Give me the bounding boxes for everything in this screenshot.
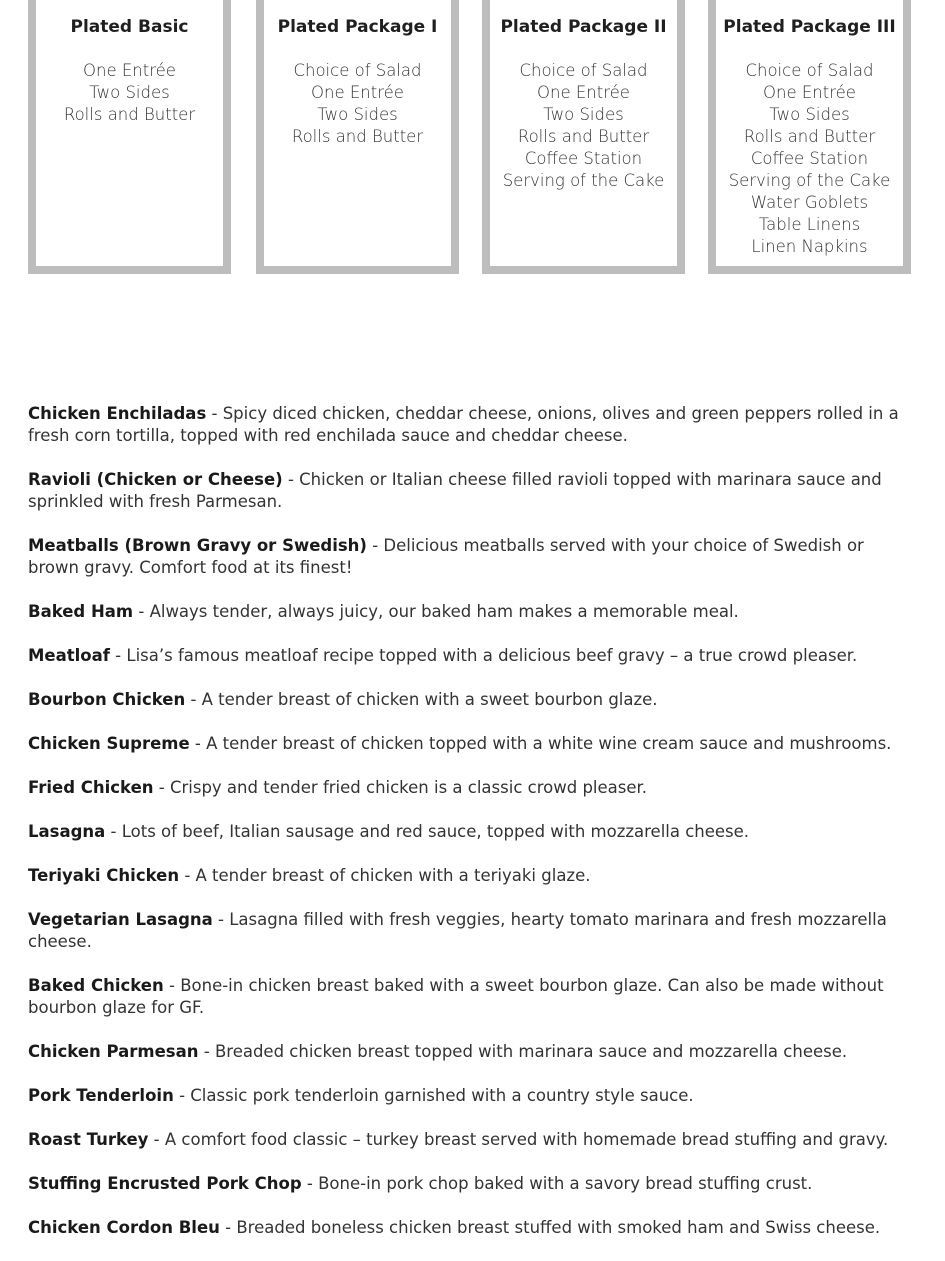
package-item: One Entrée bbox=[537, 83, 630, 102]
package-item-list bbox=[264, 60, 451, 148]
entree-list bbox=[28, 403, 912, 1261]
package-item: Rolls and Butter bbox=[291, 127, 424, 146]
package-item: Two Sides bbox=[89, 83, 170, 102]
entree-description: - Breaded boneless chicken breast stuffed with smoked ham and Swiss cheese. bbox=[219, 1218, 881, 1237]
package-item: Serving of the Cake bbox=[728, 171, 891, 190]
entree-description: - Bone-in chicken breast baked with a sweet bourbon glaze. Can also be made without bourbon glaze for GF. bbox=[28, 976, 884, 1017]
entree-item bbox=[28, 1173, 912, 1195]
package-item-list bbox=[36, 60, 223, 126]
entree-description: - Spicy diced chicken, cheddar cheese, onions, olives and green peppers rolled in a fresh corn tortilla, topped with red enchilada sauce and cheddar cheese. bbox=[28, 404, 899, 445]
package-item: Coffee Station bbox=[524, 149, 643, 168]
entree-item bbox=[28, 535, 912, 579]
package-item: Two Sides bbox=[317, 105, 398, 124]
package-item: Linen Napkins bbox=[751, 237, 868, 256]
entree-name: Chicken Enchiladas bbox=[28, 404, 207, 423]
entree-description: - Chicken or Italian cheese filled ravioli topped with marinara sauce and sprinkled with fresh Parmesan. bbox=[28, 470, 882, 511]
package-cards bbox=[28, 0, 911, 282]
entree-description: - A tender breast of chicken with a teriyaki glaze. bbox=[179, 866, 591, 885]
package-title: Plated Package III bbox=[723, 17, 896, 37]
package-item: Choice of Salad bbox=[519, 61, 648, 80]
entree-description: - Lisa’s famous meatloaf recipe topped with a delicious beef gravy – a true crowd pleaser. bbox=[109, 646, 858, 665]
entree-name: Fried Chicken bbox=[28, 778, 154, 797]
package-item: One Entrée bbox=[763, 83, 856, 102]
entree-name: Chicken Cordon Bleu bbox=[28, 1218, 220, 1237]
entree-name: Ravioli (Chicken or Cheese) bbox=[28, 470, 283, 489]
entree-description: - Lots of beef, Italian sausage and red sauce, topped with mozzarella cheese. bbox=[105, 822, 750, 841]
entree-name: Chicken Parmesan bbox=[28, 1042, 199, 1061]
entree-description: - Classic pork tenderloin garnished with a country style sauce. bbox=[173, 1086, 694, 1105]
package-item: Coffee Station bbox=[750, 149, 869, 168]
entree-description: - Delicious meatballs served with your choice of Swedish or brown gravy. Comfort food at its finest! bbox=[28, 536, 864, 577]
package-item-list bbox=[716, 60, 903, 258]
package-title: Plated Package I bbox=[277, 17, 438, 37]
package-item: Rolls and Butter bbox=[63, 105, 196, 124]
entree-name: Meatballs (Brown Gravy or Swedish) bbox=[28, 536, 367, 555]
package-card-i bbox=[256, 0, 459, 274]
entree-item bbox=[28, 1129, 912, 1151]
entree-item bbox=[28, 821, 912, 843]
package-item: Table Linens bbox=[758, 215, 861, 234]
entree-description: - A tender breast of chicken with a sweet bourbon glaze. bbox=[185, 690, 658, 709]
entree-description: - A tender breast of chicken topped with a white wine cream sauce and mushrooms. bbox=[189, 734, 892, 753]
entree-description: - Breaded chicken breast topped with marinara sauce and mozzarella cheese. bbox=[198, 1042, 848, 1061]
package-card-iii bbox=[708, 0, 911, 274]
entree-item bbox=[28, 645, 912, 667]
entree-description: - Crispy and tender fried chicken is a classic crowd pleaser. bbox=[153, 778, 648, 797]
package-item: Water Goblets bbox=[750, 193, 869, 212]
package-title: Plated Basic bbox=[70, 17, 189, 37]
package-item: Choice of Salad bbox=[745, 61, 874, 80]
entree-item bbox=[28, 975, 912, 1019]
entree-item bbox=[28, 777, 912, 799]
entree-name: Vegetarian Lasagna bbox=[28, 910, 213, 929]
entree-item bbox=[28, 1041, 912, 1063]
package-item: One Entrée bbox=[311, 83, 404, 102]
package-title: Plated Package II bbox=[500, 17, 667, 37]
entree-name: Chicken Supreme bbox=[28, 734, 190, 753]
entree-description: - A comfort food classic – turkey breast served with homemade bread stuffing and gravy. bbox=[148, 1130, 889, 1149]
package-card-ii bbox=[482, 0, 685, 274]
package-card-basic bbox=[28, 0, 231, 274]
entree-description: - Bone-in pork chop baked with a savory bread stuffing crust. bbox=[301, 1174, 813, 1193]
entree-item bbox=[28, 909, 912, 953]
entree-description: - Always tender, always juicy, our baked ham makes a memorable meal. bbox=[133, 602, 739, 621]
package-item: Rolls and Butter bbox=[517, 127, 650, 146]
package-item: One Entrée bbox=[83, 61, 176, 80]
entree-name: Pork Tenderloin bbox=[28, 1086, 174, 1105]
entree-item bbox=[28, 689, 912, 711]
entree-name: Bourbon Chicken bbox=[28, 690, 186, 709]
entree-description: - Lasagna filled with fresh veggies, hearty tomato marinara and fresh mozzarella cheese. bbox=[28, 910, 887, 951]
package-item: Rolls and Butter bbox=[743, 127, 876, 146]
entree-name: Teriyaki Chicken bbox=[28, 866, 180, 885]
entree-item bbox=[28, 1085, 912, 1107]
entree-item bbox=[28, 1217, 912, 1239]
entree-name: Lasagna bbox=[28, 822, 106, 841]
package-item: Choice of Salad bbox=[293, 61, 422, 80]
package-item: Two Sides bbox=[769, 105, 850, 124]
package-item: Two Sides bbox=[543, 105, 624, 124]
package-item: Serving of the Cake bbox=[502, 171, 665, 190]
entree-item bbox=[28, 865, 912, 887]
entree-name: Baked Chicken bbox=[28, 976, 164, 995]
entree-item bbox=[28, 733, 912, 755]
entree-name: Meatloaf bbox=[28, 646, 110, 665]
entree-item bbox=[28, 403, 912, 447]
entree-item bbox=[28, 469, 912, 513]
entree-item bbox=[28, 601, 912, 623]
entree-name: Baked Ham bbox=[28, 602, 134, 621]
package-item-list bbox=[490, 60, 677, 192]
entree-name: Roast Turkey bbox=[28, 1130, 149, 1149]
entree-name: Stuffing Encrusted Pork Chop bbox=[28, 1174, 302, 1193]
